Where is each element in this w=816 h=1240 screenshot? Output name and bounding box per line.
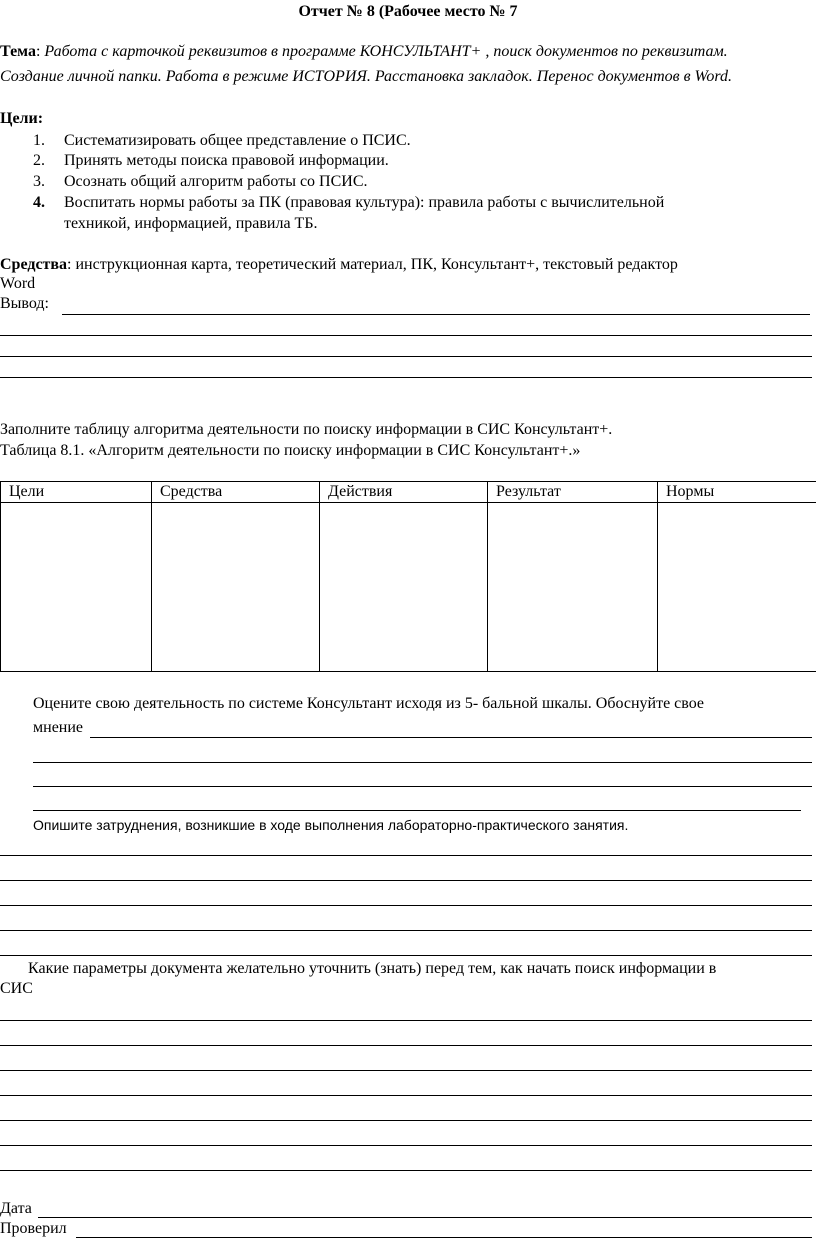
difficulties-line[interactable] xyxy=(0,905,812,906)
topic-line-1: Тема: Работа с карточкой реквизитов в программе КОНСУЛЬТАНТ+ , поиск документов по реквизитам. xyxy=(0,43,728,60)
table-cell[interactable] xyxy=(1,503,152,672)
params-line[interactable] xyxy=(0,1020,812,1021)
difficulties-line[interactable] xyxy=(0,880,812,881)
conclusion-line[interactable] xyxy=(0,335,812,336)
checked-line[interactable] xyxy=(76,1237,812,1238)
page-title: Отчет № 8 (Рабочее место № 7 xyxy=(298,3,518,20)
topic-text-1: Работа с карточкой реквизитов в программе КОНСУЛЬТАНТ+ , поиск документов по реквизитам. xyxy=(44,43,728,60)
conclusion-label: Вывод: xyxy=(0,295,49,312)
params-line[interactable] xyxy=(0,1120,812,1121)
difficulties-line[interactable] xyxy=(0,955,812,956)
checked-label: Проверил xyxy=(0,1220,67,1237)
conclusion-line[interactable] xyxy=(0,356,812,357)
params-line[interactable] xyxy=(0,1145,812,1146)
evaluate-text-1: Оцените свою деятельность по системе Консультант исходя из 5- бальной шкалы. Обоснуйте свое xyxy=(33,695,705,712)
table-cell[interactable] xyxy=(152,503,320,672)
table-caption: Таблица 8.1. «Алгоритм деятельности по поиску информации в СИС Консультант+.» xyxy=(0,442,581,459)
difficulties-text: Опишите затруднения, возникшие в ходе выполнения лабораторно-практического занятия. xyxy=(33,817,629,833)
difficulties-line[interactable] xyxy=(0,930,812,931)
evaluate-text-2: мнение xyxy=(33,719,84,736)
topic-text-2: Создание личной папки. Работа в режиме ИСТОРИЯ. Расстановка закладок. Перенос документов в Word. xyxy=(0,68,733,85)
conclusion-line[interactable] xyxy=(0,377,812,378)
topic-label: Тема xyxy=(0,43,36,60)
table-cell[interactable] xyxy=(320,503,488,672)
table-header-result: Результат xyxy=(488,482,658,503)
algorithm-table xyxy=(0,481,816,672)
date-label: Дата xyxy=(0,1200,32,1217)
difficulties-line[interactable] xyxy=(0,855,812,856)
table-intro: Заполните таблицу алгоритма деятельности по поиску информации в СИС Консультант+. xyxy=(0,421,613,438)
params-line[interactable] xyxy=(0,1070,812,1071)
params-text-2: СИС xyxy=(0,980,33,997)
means-text-2: Word xyxy=(0,275,36,292)
params-text-1: Какие параметры документа желательно уточнить (знать) перед тем, как начать поиск информации в xyxy=(28,960,717,977)
date-line[interactable] xyxy=(38,1217,812,1218)
table-cell[interactable] xyxy=(658,503,816,672)
table-row xyxy=(1,503,816,672)
conclusion-line[interactable] xyxy=(62,314,810,315)
evaluate-line[interactable] xyxy=(33,762,812,763)
table-header-actions: Действия xyxy=(320,482,488,503)
evaluate-line[interactable] xyxy=(90,737,812,738)
table-header-goals: Цели xyxy=(1,482,152,503)
params-line[interactable] xyxy=(0,1045,812,1046)
table-header-norms: Нормы xyxy=(658,482,816,503)
table-header-row xyxy=(1,482,816,503)
params-line[interactable] xyxy=(0,1170,812,1171)
goals-label: Цели: xyxy=(0,110,44,127)
means-label: Средства xyxy=(0,256,68,273)
means-line-1 xyxy=(0,255,678,275)
means-text-1: : инструкционная карта, теоретический материал, ПК, Консультант+, текстовый редактор xyxy=(67,256,678,273)
params-line[interactable] xyxy=(0,1095,812,1096)
evaluate-line[interactable] xyxy=(33,810,801,811)
table-header-means: Средства xyxy=(152,482,320,503)
evaluate-line[interactable] xyxy=(33,786,812,787)
table-cell[interactable] xyxy=(488,503,658,672)
